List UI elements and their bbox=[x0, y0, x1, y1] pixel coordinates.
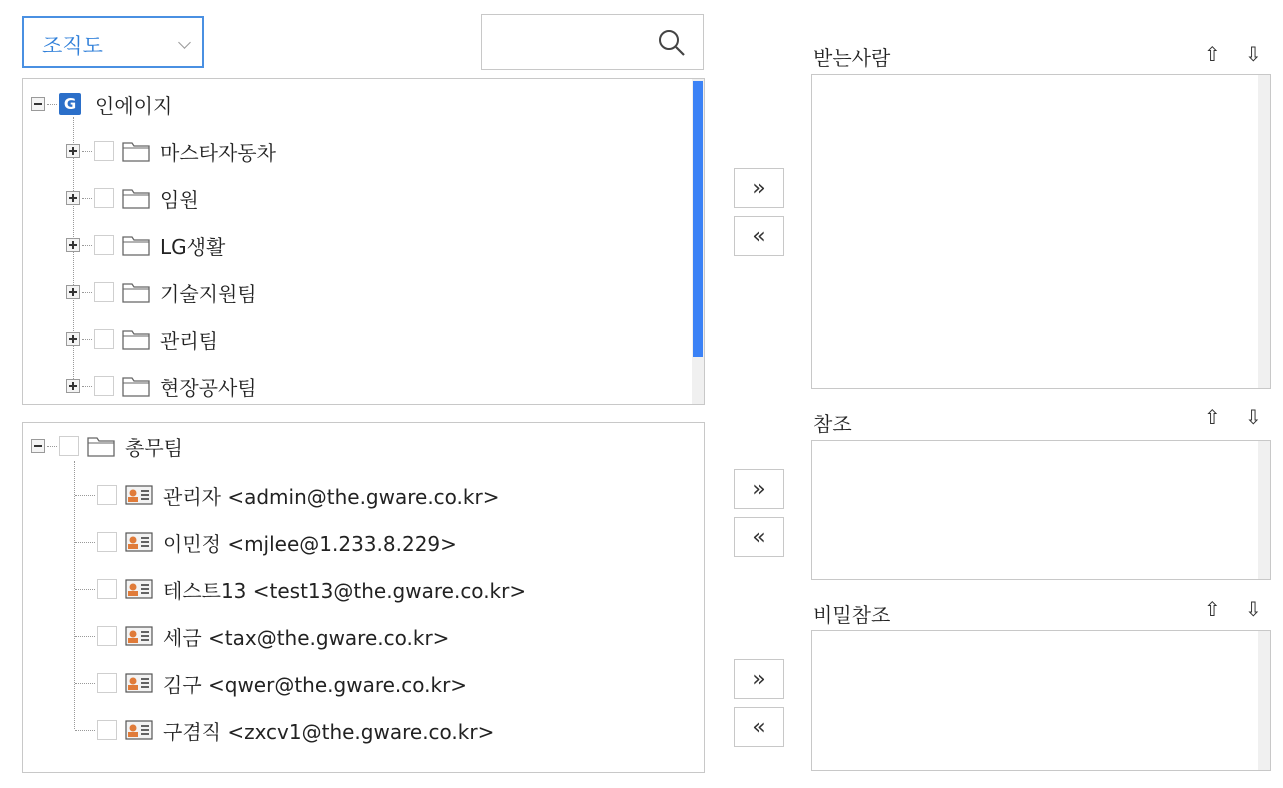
member-checkbox[interactable] bbox=[97, 485, 117, 505]
org-node-label: 관리팀 bbox=[160, 328, 218, 353]
org-tree-node[interactable] bbox=[66, 277, 257, 307]
folder-icon bbox=[122, 281, 150, 303]
org-node-label: 현장공사팀 bbox=[160, 375, 257, 400]
member-tree-panel bbox=[22, 422, 705, 773]
node-checkbox[interactable] bbox=[94, 188, 114, 208]
collapse-toggle-icon[interactable] bbox=[31, 97, 45, 111]
tree-connector bbox=[82, 339, 92, 340]
member-checkbox[interactable] bbox=[97, 532, 117, 552]
member-checkbox[interactable] bbox=[97, 720, 117, 740]
folder-icon bbox=[122, 140, 150, 162]
remove-from-cc-button[interactable]: « bbox=[734, 517, 784, 557]
member-label: 이민정 <mjlee@1.233.8.229> bbox=[163, 531, 457, 556]
org-node-label: 기술지원팀 bbox=[160, 281, 257, 306]
org-root-label: 인에이지 bbox=[95, 93, 173, 118]
tree-connector bbox=[75, 730, 95, 731]
add-to-cc-button[interactable]: » bbox=[734, 469, 784, 509]
search-box[interactable] bbox=[481, 14, 704, 70]
org-tree-root[interactable] bbox=[31, 89, 172, 119]
org-chart-dropdown[interactable] bbox=[22, 16, 204, 68]
tree-connector bbox=[75, 542, 95, 543]
org-chart-dropdown-value: 조직도 bbox=[42, 34, 103, 58]
expand-toggle-icon[interactable] bbox=[66, 332, 80, 346]
org-tree-node[interactable] bbox=[66, 183, 199, 213]
tree-connector bbox=[47, 446, 57, 447]
node-checkbox[interactable] bbox=[94, 282, 114, 302]
chevron-down-icon bbox=[178, 36, 191, 49]
dept-node[interactable] bbox=[31, 431, 183, 461]
member-label: 세금 <tax@the.gware.co.kr> bbox=[163, 625, 450, 650]
tree-connector bbox=[82, 151, 92, 152]
member-checkbox[interactable] bbox=[97, 626, 117, 646]
tree-connector bbox=[75, 683, 95, 684]
cc-list-scrollbar[interactable] bbox=[1258, 441, 1270, 579]
folder-icon bbox=[122, 328, 150, 350]
bcc-list-scrollbar[interactable] bbox=[1258, 631, 1270, 770]
member-label: 테스트13 <test13@the.gware.co.kr> bbox=[163, 578, 527, 603]
org-node-label: LG생활 bbox=[160, 234, 226, 259]
collapse-toggle-icon[interactable] bbox=[31, 439, 45, 453]
expand-toggle-icon[interactable] bbox=[66, 379, 80, 393]
cc-recipients-list[interactable] bbox=[811, 440, 1271, 580]
member-item[interactable] bbox=[75, 574, 526, 604]
remove-from-recipients-button[interactable]: « bbox=[734, 216, 784, 256]
bcc-section-title: 비밀참조 bbox=[813, 603, 891, 627]
folder-icon bbox=[87, 435, 115, 457]
member-item[interactable] bbox=[75, 527, 457, 557]
remove-from-bcc-button[interactable]: « bbox=[734, 707, 784, 747]
member-label: 김구 <qwer@the.gware.co.kr> bbox=[163, 672, 468, 697]
contact-card-icon bbox=[125, 626, 153, 646]
tree-connector bbox=[82, 198, 92, 199]
org-node-label: 임원 bbox=[160, 187, 199, 212]
node-checkbox[interactable] bbox=[94, 235, 114, 255]
tree-connector bbox=[47, 104, 57, 105]
node-checkbox[interactable] bbox=[94, 329, 114, 349]
scrollbar-thumb[interactable] bbox=[693, 81, 703, 357]
company-logo-icon: G bbox=[59, 93, 81, 115]
expand-toggle-icon[interactable] bbox=[66, 191, 80, 205]
expand-toggle-icon[interactable] bbox=[66, 144, 80, 158]
contact-card-icon bbox=[125, 579, 153, 599]
to-section-title: 받는사람 bbox=[813, 46, 891, 70]
tree-connector bbox=[75, 495, 95, 496]
bcc-recipients-list[interactable] bbox=[811, 630, 1271, 771]
org-tree-node[interactable] bbox=[66, 324, 218, 354]
member-item[interactable] bbox=[75, 715, 494, 745]
move-down-arrow-icon[interactable]: ⇩ bbox=[1245, 42, 1262, 66]
tree-connector bbox=[75, 589, 95, 590]
dept-label: 총무팀 bbox=[125, 435, 183, 460]
node-checkbox[interactable] bbox=[94, 141, 114, 161]
move-down-arrow-icon[interactable]: ⇩ bbox=[1245, 597, 1262, 621]
node-checkbox[interactable] bbox=[94, 376, 114, 396]
member-item[interactable] bbox=[75, 621, 449, 651]
tree-connector bbox=[82, 245, 92, 246]
expand-toggle-icon[interactable] bbox=[66, 238, 80, 252]
folder-icon bbox=[122, 187, 150, 209]
org-node-label: 마스타자동차 bbox=[160, 140, 276, 165]
org-tree-node[interactable] bbox=[66, 371, 257, 401]
dept-checkbox[interactable] bbox=[59, 436, 79, 456]
move-down-arrow-icon[interactable]: ⇩ bbox=[1245, 405, 1262, 429]
move-up-arrow-icon[interactable]: ⇧ bbox=[1204, 42, 1221, 66]
org-tree-node[interactable] bbox=[66, 230, 225, 260]
member-checkbox[interactable] bbox=[97, 673, 117, 693]
org-tree-panel bbox=[22, 78, 705, 405]
tree-connector bbox=[75, 636, 95, 637]
member-item[interactable] bbox=[75, 480, 499, 510]
member-checkbox[interactable] bbox=[97, 579, 117, 599]
search-input[interactable] bbox=[488, 25, 652, 61]
org-tree-node[interactable] bbox=[66, 136, 276, 166]
member-label: 구겸직 <zxcv1@the.gware.co.kr> bbox=[163, 719, 495, 744]
to-list-scrollbar[interactable] bbox=[1258, 75, 1270, 388]
folder-icon bbox=[122, 375, 150, 397]
member-label: 관리자 <admin@the.gware.co.kr> bbox=[163, 484, 500, 509]
folder-icon bbox=[122, 234, 150, 256]
contact-card-icon bbox=[125, 720, 153, 740]
expand-toggle-icon[interactable] bbox=[66, 285, 80, 299]
contact-card-icon bbox=[125, 673, 153, 693]
move-up-arrow-icon[interactable]: ⇧ bbox=[1204, 405, 1221, 429]
to-recipients-list[interactable] bbox=[811, 74, 1271, 389]
contact-card-icon bbox=[125, 532, 153, 552]
tree-connector bbox=[82, 386, 92, 387]
add-to-bcc-button[interactable]: » bbox=[734, 659, 784, 699]
search-icon[interactable] bbox=[657, 28, 687, 58]
member-item[interactable] bbox=[75, 668, 467, 698]
org-tree-scrollbar[interactable] bbox=[692, 79, 704, 404]
move-up-arrow-icon[interactable]: ⇧ bbox=[1204, 597, 1221, 621]
contact-card-icon bbox=[125, 485, 153, 505]
add-to-recipients-button[interactable]: » bbox=[734, 168, 784, 208]
tree-connector bbox=[82, 292, 92, 293]
cc-section-title: 참조 bbox=[813, 412, 852, 436]
